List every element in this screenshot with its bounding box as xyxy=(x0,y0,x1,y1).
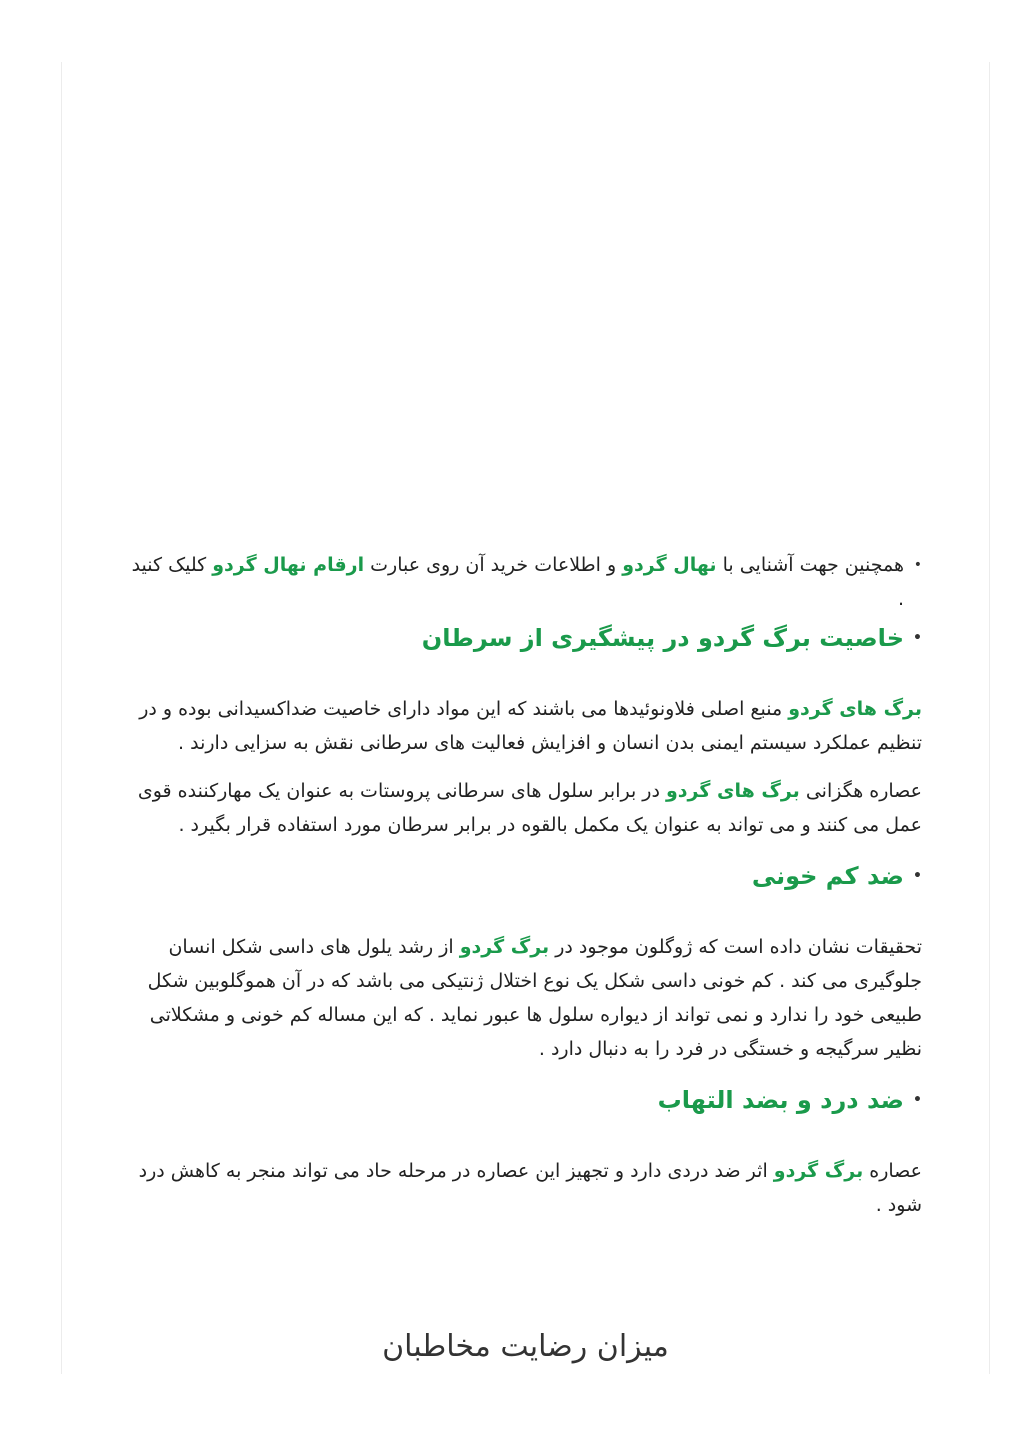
intro-text-2: و اطلاعات خرید آن روی عبارت xyxy=(364,554,623,576)
walnut-leaves-highlight: برگ های گردو xyxy=(788,698,922,720)
section-heading-pain xyxy=(130,1080,922,1120)
walnut-varieties-link[interactable]: ارقام نهال گردو xyxy=(212,554,365,576)
article-body xyxy=(130,548,922,1236)
intro-bullet xyxy=(130,548,922,616)
paragraph-text: عصاره xyxy=(863,1160,922,1182)
walnut-leaves-highlight: برگ های گردو xyxy=(665,780,800,802)
paragraph-anemia xyxy=(130,930,922,1066)
heading-anti-pain: • ضد درد و بضد التهاب xyxy=(130,1080,922,1120)
paragraph-text: منبع اصلی فلاونوئیدها می باشند که این مواد دارای خاصیت ضداکسیدانی بوده و در تنظیم عملکرد سیستم ایمنی بدن انسان و افزایش فعالیت های سرطانی نقش به سزایی دارند . xyxy=(139,698,922,754)
paragraph-cancer-1 xyxy=(130,692,922,760)
intro-text-3: کلیک کنید . xyxy=(131,554,904,610)
paragraph-pain xyxy=(130,1154,922,1222)
paragraph-cancer-2 xyxy=(130,774,922,842)
intro-list xyxy=(130,548,922,616)
paragraph-text: اثر ضد دردی دارد و تجهیز این عصاره در مرحله حاد می تواند منجر به کاهش درد شود . xyxy=(138,1160,922,1216)
paragraph-text: عصاره هگزانی xyxy=(799,780,922,802)
intro-text-1: همچنین جهت آشنایی با xyxy=(716,554,904,576)
paragraph-text: تحقیقات نشان داده است که ژوگلون موجود در xyxy=(549,936,922,958)
paragraph-text: از رشد یلول های داسی شکل انسان جلوگیری می کند . کم خونی داسی شکل یک نوع اختلال ژنتیکی می باشد که در آن هموگلوبین شکل طبیعی خود را ندارد و نمی تواند از دیواره سلول ها عبور نماید . که این مساله کم خونی و مشکلاتی نظیر سرگیجه و خستگی در فرد را به دنبال دارد . xyxy=(147,936,922,1060)
walnut-leaf-highlight: برگ گردو xyxy=(773,1160,864,1182)
walnut-seedling-link[interactable]: نهال گردو xyxy=(622,554,717,576)
rating-title: میزان رضایت مخاطبان xyxy=(382,1329,669,1364)
heading-cancer-prevention: • خاصیت برگ گردو در پیشگیری از سرطان xyxy=(130,618,922,658)
section-heading-anemia xyxy=(130,856,922,896)
heading-anti-anemia: • ضد کم خونی xyxy=(130,856,922,896)
section-heading-cancer xyxy=(130,618,922,658)
paragraph-text: در برابر سلول های سرطانی پروستات به عنوان یک مهارکننده قوی عمل می کنند و می تواند به عنوان یک مکمل بالقوه در برابر سرطان مورد استفاده قرار بگیرد . xyxy=(137,780,922,836)
walnut-leaf-highlight: برگ گردو xyxy=(459,936,550,958)
